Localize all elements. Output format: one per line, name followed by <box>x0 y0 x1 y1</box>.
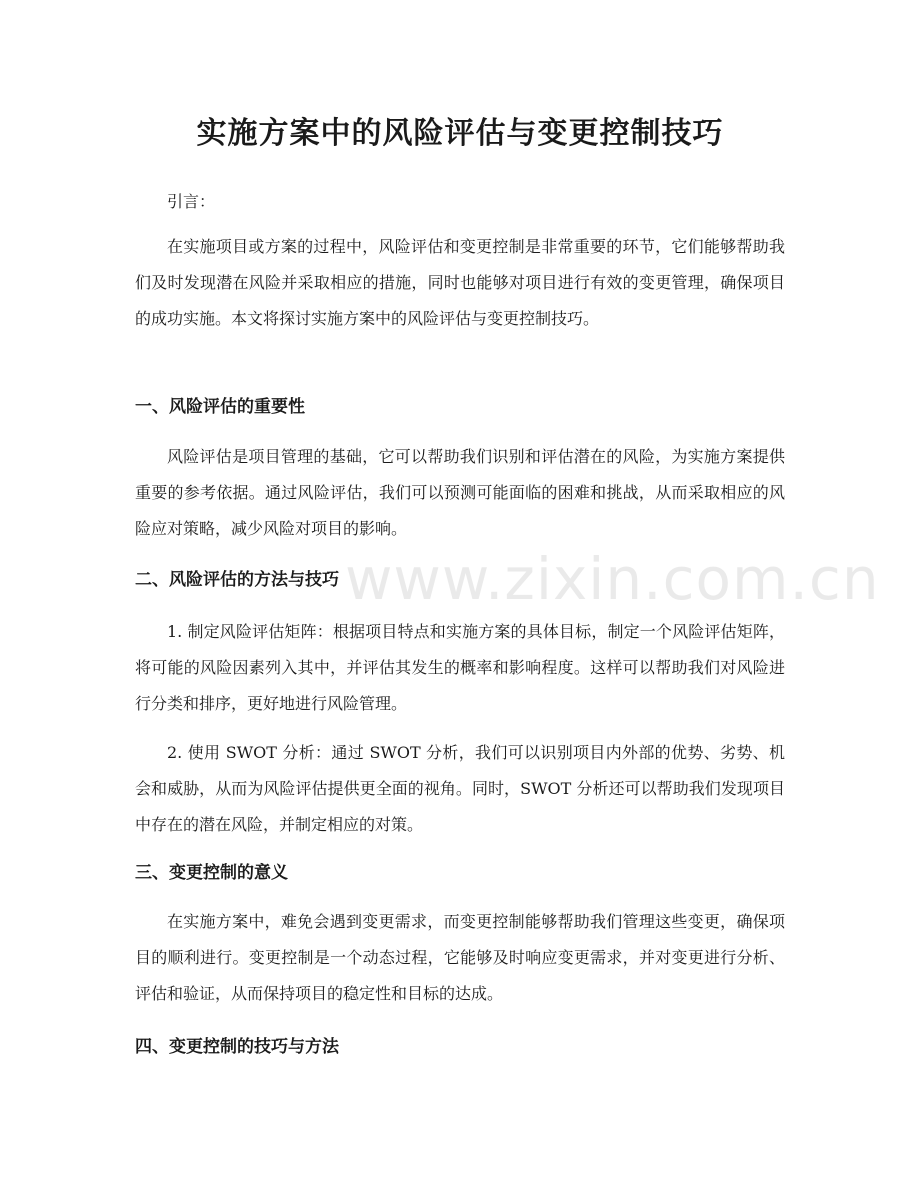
section-2-item-1: 1. 制定风险评估矩阵：根据项目特点和实施方案的具体目标，制定一个风险评估矩阵，将可能的风险因素列入其中，并评估其发生的概率和影响程度。这样可以帮助我们对风险进行分类和排序，更好地进行风险管理。 <box>135 622 785 713</box>
watermark: www.zixin.com.cn <box>345 545 880 613</box>
section-3-paragraph: 在实施方案中，难免会遇到变更需求，而变更控制能够帮助我们管理这些变更，确保项目的顺利进行。变更控制是一个动态过程，它能够及时响应变更需求，并对变更进行分析、评估和验证，从而保持项目的稳定性和目标的达成。 <box>135 912 785 1003</box>
section-1-heading: 一、风险评估的重要性 <box>135 397 305 417</box>
section-2-heading: 二、风险评估的方法与技巧 <box>135 570 339 590</box>
section-2-item-2: 2. 使用 SWOT 分析：通过 SWOT 分析，我们可以识别项目内外部的优势、劣势、机会和威胁，从而为风险评估提供更全面的视角。同时，SWOT 分析还可以帮助我们发现项目中存在的潜在风险，并制定相应的对策。 <box>135 743 785 834</box>
intro-label: 引言： <box>167 192 216 211</box>
intro-paragraph: 在实施项目或方案的过程中，风险评估和变更控制是非常重要的环节，它们能够帮助我们及时发现潜在风险并采取相应的措施，同时也能够对项目进行有效的变更管理，确保项目的成功实施。本文将探讨实施方案中的风险评估与变更控制技巧。 <box>135 237 785 328</box>
document-title: 实施方案中的风险评估与变更控制技巧 <box>196 116 724 151</box>
section-3-heading: 三、变更控制的意义 <box>135 863 288 883</box>
section-1-paragraph: 风险评估是项目管理的基础，它可以帮助我们识别和评估潜在的风险，为实施方案提供重要的参考依据。通过风险评估，我们可以预测可能面临的困难和挑战，从而采取相应的风险应对策略，减少风险对项目的影响。 <box>135 447 785 538</box>
section-4-heading: 四、变更控制的技巧与方法 <box>135 1037 339 1057</box>
